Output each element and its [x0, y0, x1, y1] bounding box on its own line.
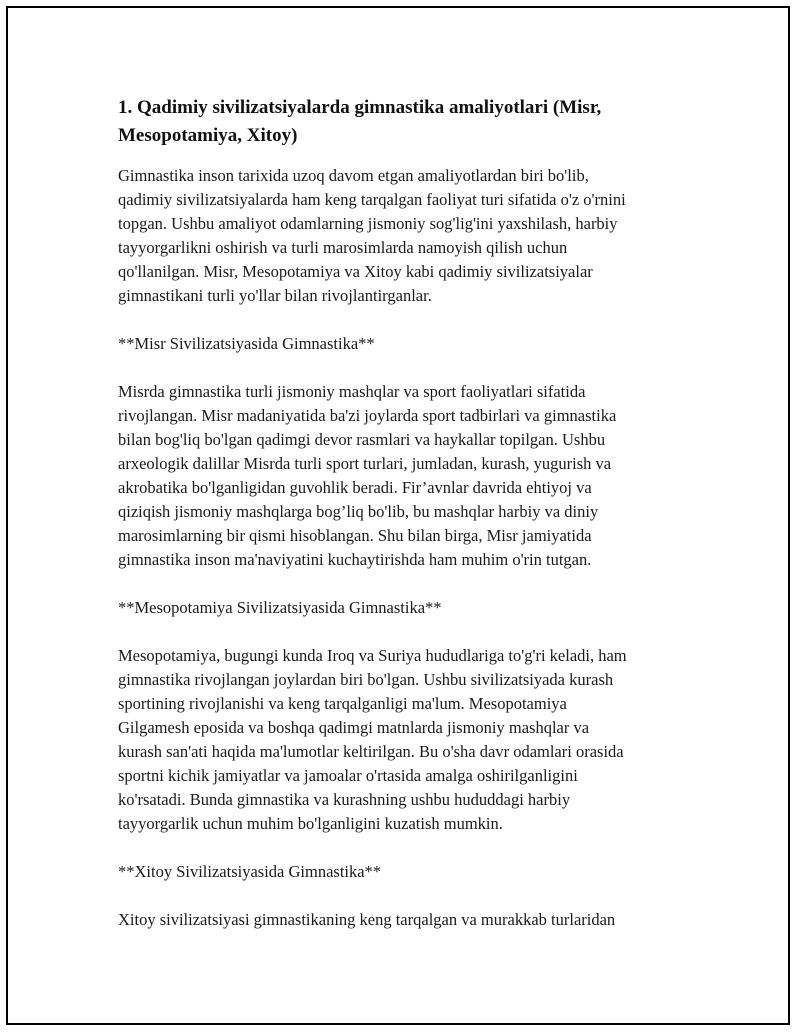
paragraph-line: Gimnastika inson tarixida uzoq davom etgan amaliyotlardan biri bo'lib,: [118, 166, 589, 185]
paragraph-line: rivojlangan. Misr madaniyatida ba'zi joylarda sport tadbirlari va gimnastika: [118, 406, 617, 425]
paragraph-line: qiziqish jismoniy mashqlarga bog’liq bo'lib, bu mashqlar harbiy va diniy: [118, 502, 599, 521]
paragraph-line: arxeologik dalillar Misrda turli sport turlari, jumladan, kurash, yugurish va: [118, 454, 612, 473]
paragraph-line: sportni kichik jamiyatlar va jamoalar o'rtasida amalga oshirilganligini: [118, 766, 578, 785]
paragraph-line: **Xitoy Sivilizatsiyasida Gimnastika**: [118, 862, 382, 881]
xitoy-paragraph: [118, 908, 698, 932]
document-heading: [118, 94, 698, 150]
paragraph-line: Mesopotamiya, bugungi kunda Iroq va Suriya hududlariga to'g'ri keladi, ham: [118, 646, 627, 665]
paragraph-line: marosimlarning bir qismi hisoblangan. Shu bilan birga, Misr jamiyatida: [118, 526, 592, 545]
paragraph-line: akrobatika bo'lganligidan guvohlik beradi. Fir’avnlar davrida ehtiyoj va: [118, 478, 592, 497]
paragraph-line: tayyorgarlik uchun muhim bo'lganligini kuzatish mumkin.: [118, 814, 503, 833]
paragraph-line: **Mesopotamiya Sivilizatsiyasida Gimnastika**: [118, 598, 442, 617]
paragraph-line: topgan. Ushbu amaliyot odamlarning jismoniy sog'lig'ini yaxshilash, harbiy: [118, 214, 618, 233]
paragraph-line: Misrda gimnastika turli jismoniy mashqlar va sport faoliyatlari sifatida: [118, 382, 586, 401]
mesopotamiya-paragraph: [118, 644, 698, 836]
paragraph-line: tayyorgarlikni oshirish va turli marosimlarda namoyish qilish uchun: [118, 238, 568, 257]
paragraph-line: sportining rivojlanishi va keng tarqalganligi ma'lum. Mesopotamiya: [118, 694, 567, 713]
section-title-misr: [118, 332, 698, 356]
intro-paragraph: [118, 164, 698, 308]
paragraph-line: qadimiy sivilizatsiyalarda ham keng tarqalgan faoliyat turi sifatida o'z o'rnini: [118, 190, 626, 209]
heading-line: Mesopotamiya, Xitoy): [118, 125, 298, 146]
document-body: [118, 94, 698, 956]
paragraph-line: Xitoy sivilizatsiyasi gimnastikaning keng tarqalgan va murakkab turlaridan: [118, 910, 616, 929]
paragraph-line: **Misr Sivilizatsiyasida Gimnastika**: [118, 334, 375, 353]
paragraph-line: gimnastikani turli yo'llar bilan rivojlantirganlar.: [118, 286, 432, 305]
section-title-xitoy: [118, 860, 698, 884]
paragraph-line: gimnastika rivojlangan joylardan biri bo'lgan. Ushbu sivilizatsiyada kurash: [118, 670, 614, 689]
paragraph-line: kurash san'ati haqida ma'lumotlar keltirilgan. Bu o'sha davr odamlari orasida: [118, 742, 624, 761]
paragraph-line: gimnastika inson ma'naviyatini kuchaytirishda ham muhim o'rin tutgan.: [118, 550, 592, 569]
section-title-mesopotamiya: [118, 596, 698, 620]
misr-paragraph: [118, 380, 698, 572]
paragraph-line: Gilgamesh eposida va boshqa qadimgi matnlarda jismoniy mashqlar va: [118, 718, 590, 737]
paragraph-line: qo'llanilgan. Misr, Mesopotamiya va Xitoy kabi qadimiy sivilizatsiyalar: [118, 262, 593, 281]
paragraph-line: ko'rsatadi. Bunda gimnastika va kurashning ushbu hududdagi harbiy: [118, 790, 571, 809]
paragraph-line: bilan bog'liq bo'lgan qadimgi devor rasmlari va haykallar topilgan. Ushbu: [118, 430, 606, 449]
heading-line: 1. Qadimiy sivilizatsiyalarda gimnastika amaliyotlari (Misr,: [118, 97, 602, 118]
